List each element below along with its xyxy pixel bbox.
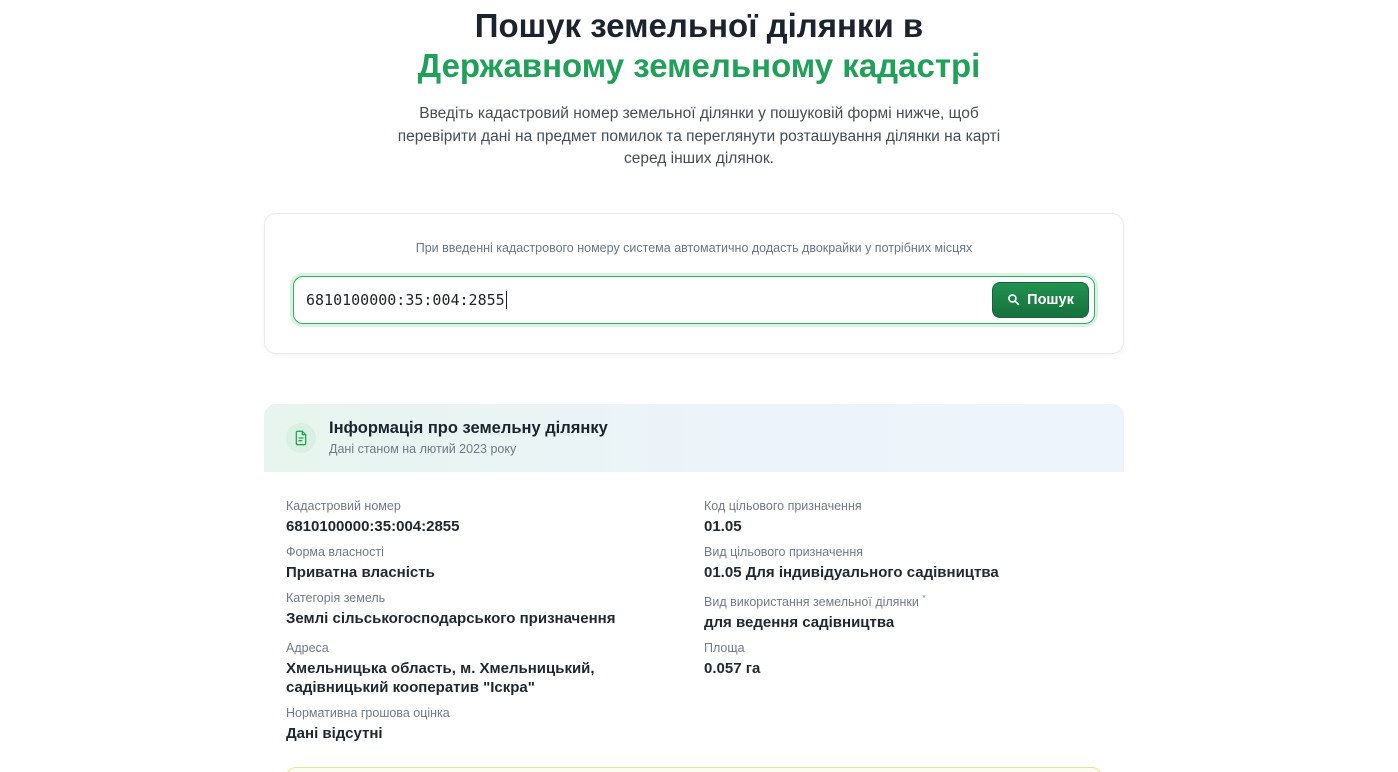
field-area	[704, 641, 1102, 697]
field-value: Приватна власність	[286, 563, 435, 581]
field-label: Кадастровий номер	[286, 498, 401, 513]
search-hint-text: При введенні кадастрового номеру система автоматично додасть двокрайки у потрібних місцях	[415, 240, 973, 255]
page-title	[0, 6, 1398, 86]
field-cadastral-number	[286, 499, 704, 536]
page-title-line2: Державному земельному кадастрі	[417, 47, 981, 84]
field-address	[286, 641, 704, 697]
magnifier-icon	[1007, 293, 1020, 306]
field-value: 6810100000:35:004:2855	[286, 517, 460, 535]
field-label: Нормативна грошова оцінка	[286, 705, 450, 720]
field-ownership-form	[286, 545, 704, 582]
field-label: Площа	[704, 640, 745, 655]
parcel-info-date: Дані станом на лютий 2023 року	[329, 442, 517, 456]
search-button-label: Пошук	[1027, 291, 1074, 308]
field-value: для ведення садівництва	[704, 613, 895, 631]
field-label: Категорія земель	[286, 590, 386, 605]
search-button[interactable]	[992, 282, 1089, 318]
field-label: Вид використання земельної ділянки *	[704, 592, 926, 609]
field-value: Землі сільськогосподарського призначення	[286, 609, 616, 627]
field-value: 01.05	[704, 517, 742, 535]
field-empty	[704, 706, 1102, 743]
page-subtitle: Введіть кадастровий номер земельної ділянки у пошуковій формі нижче, щоб перевірити дані на предмет помилок та переглянути розташування ділянки на карті серед інших ділянок.	[397, 105, 1001, 167]
cadastral-number-input[interactable]	[293, 276, 1095, 324]
field-purpose-code	[704, 499, 1102, 536]
field-label: Вид цільового призначення	[704, 544, 863, 559]
field-value: 0.057 га	[704, 659, 761, 677]
field-label: Адреса	[286, 640, 329, 655]
text-cursor	[506, 291, 507, 309]
field-land-category	[286, 591, 704, 632]
search-card	[264, 213, 1124, 354]
parcel-info-title: Інформація про земельну ділянку	[329, 419, 608, 437]
document-icon	[286, 423, 316, 453]
parcel-info-header	[264, 404, 1124, 472]
asterisk-note: *	[922, 592, 926, 603]
field-purpose-type	[704, 545, 1102, 582]
field-value: Дані відсутні	[286, 724, 383, 742]
field-value: 01.05 Для індивідуального садівництва	[704, 563, 999, 581]
parcel-info-card	[264, 404, 1124, 772]
parcel-fields-grid	[264, 472, 1124, 743]
field-label: Форма власності	[286, 544, 384, 559]
field-label: Код цільового призначення	[704, 498, 862, 513]
warning-note-box	[286, 767, 1102, 772]
field-normative-valuation	[286, 706, 704, 743]
field-value: Хмельницька область, м. Хмельницький, садівницький кооператив "Іскра"	[286, 659, 595, 696]
field-usage-type	[704, 591, 1102, 632]
cadastral-number-value: 6810100000:35:004:2855	[306, 290, 505, 309]
hero-section	[0, 0, 1398, 171]
page-title-line1: Пошук земельної ділянки в	[474, 7, 924, 44]
